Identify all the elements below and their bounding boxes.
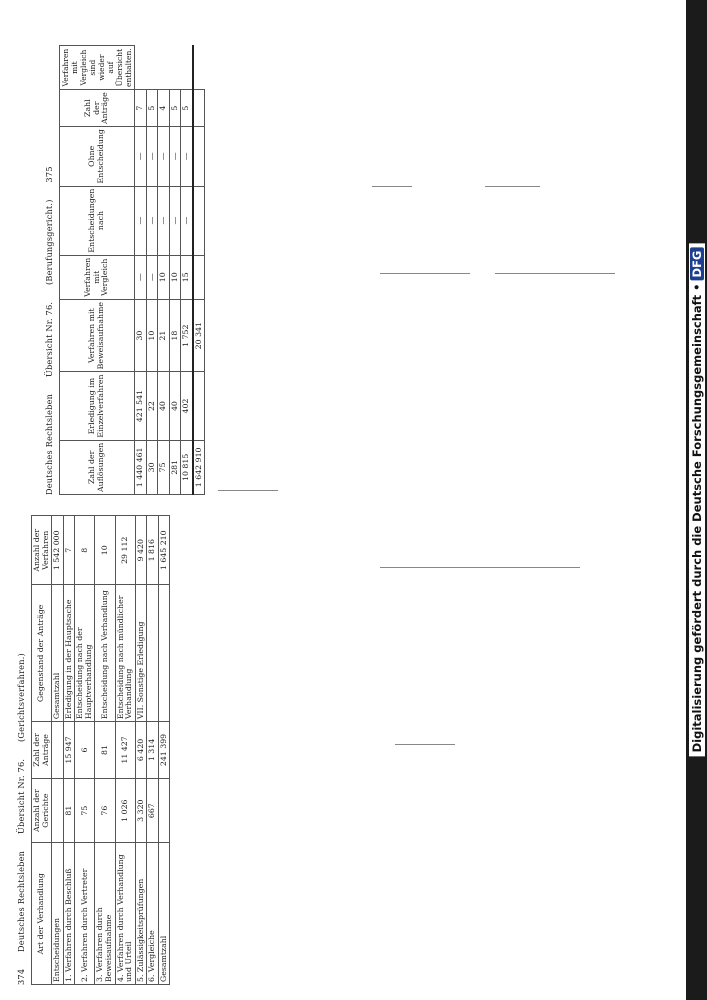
table-cell: 10 [146,299,158,372]
table-cell: 6 [75,722,95,779]
scan-rule [485,186,540,187]
table-cell: 1 752 [181,299,193,372]
watermark-text [689,244,705,757]
table-cell: 75 [158,440,170,494]
table-row [193,46,205,495]
table-note: Verfahren mit Vergleich sind wieder auf Übersicht enthalten. [61,48,133,87]
table-row [95,516,115,985]
table-cell: Entscheidung nach der Hauptverhandlung [75,585,95,722]
table-cell: — [169,186,181,255]
table-cell [193,90,205,127]
table-cell: 667 [147,778,159,843]
row-label: 3. Verfahren durch Beweisaufnahme [95,843,115,985]
table-cell: 402 [181,372,193,440]
table-cell: 18 [169,299,181,372]
table-cell: — [135,255,147,299]
table-cell: 1 642 910 [193,440,205,494]
table-cell: 10 815 [181,440,193,494]
table-cell [158,585,170,722]
table-cell: 1 440 461 [135,440,147,494]
row-label: 5. Zulässigkeitsprüfungen [135,843,147,985]
table-cell: — [146,127,158,186]
table-cell: 421 541 [135,372,147,440]
table-cell: 4 [158,90,170,127]
table-row [75,516,95,985]
table-cell: 29 112 [115,516,135,586]
table-cell: Entscheidung nach Verhandlung [95,585,115,722]
table-cell: 10 [158,255,170,299]
column-header: Zahl der Anträge [32,722,52,779]
table-cell: 5 [146,90,158,127]
column-header: Verfahren mit Beweisaufnahme [60,299,135,372]
scan-rule [395,744,455,745]
column-header: Erledigung im Einzelverfahren [60,372,135,440]
note-cell [60,46,135,90]
column-header: Verfahren mit Vergleich [60,255,135,299]
header-middle: Übersicht Nr. 76. [44,301,54,378]
table-cell: 11 427 [115,722,135,779]
table-cell: — [181,127,193,186]
table-cell: — [146,186,158,255]
scan-rule [372,186,412,187]
row-label: Gesamtzahl [158,843,170,985]
page-number: 375 [44,166,54,183]
column-header: Art der Verhandlung [32,843,52,985]
table-row [169,46,181,495]
table-cell: — [169,127,181,186]
table-row [158,46,170,495]
table-cell: 1 816 [147,516,159,586]
table-cell [193,255,205,299]
table-cell: 76 [95,778,115,843]
table-cell: 20 341 [193,299,205,372]
table-cell: 7 [63,516,75,586]
table-cell: 75 [75,778,95,843]
table-cell: — [158,186,170,255]
table-row [147,516,159,985]
table-cell: 21 [158,299,170,372]
dfg-watermark [686,0,707,1000]
column-header: Entscheidungen nach [60,186,135,255]
scan-rule [495,273,615,274]
table-cell [193,372,205,440]
table-cell: 1 542 000 [52,516,64,586]
table-row [63,516,75,985]
table-cell: — [135,186,147,255]
table-cell: — [158,127,170,186]
table-cell [158,778,170,843]
page-number: 374 [16,968,26,985]
table-cell: Erledigung in der Hauptsache [63,585,75,722]
table-cell: 5 [169,90,181,127]
table-cell: 1 645 210 [158,516,170,586]
column-header: Anzahl der Verfahren [32,516,52,586]
table-cell: 10 [169,255,181,299]
column-header: Zahl der Auflösungen [60,440,135,494]
table-cell [52,722,64,779]
table-cell: 22 [146,372,158,440]
header-left: Deutsches Rechtsleben [44,393,54,495]
table-cell: 3 320 [135,778,147,843]
table-row [52,516,64,985]
table-cell: 1 026 [115,778,135,843]
table-cell: 81 [95,722,115,779]
table-cell: 6 420 [135,722,147,779]
table-header-row [32,516,52,985]
header-left: Deutsches Rechtsleben [16,850,26,952]
table-cell: 7 [135,90,147,127]
scan-rule [218,490,278,491]
table-row [135,516,147,985]
dfg-logo-badge: DFG [690,248,704,281]
page-right-header [44,45,54,495]
table-cell: 1 314 [147,722,159,779]
table-cell: — [135,127,147,186]
table-cell [52,778,64,843]
table-cell: 281 [169,440,181,494]
table-cell: 40 [169,372,181,440]
row-label: 6. Vergleiche [147,843,159,985]
table-cell: 10 [95,516,115,586]
table-cell: 40 [158,372,170,440]
table-row [181,46,193,495]
row-label: 1. Verfahren durch Beschluß [63,843,75,985]
table-cell: 30 [146,440,158,494]
table-cell: — [181,186,193,255]
row-label: Entscheidungen [52,843,64,985]
table-page-left [16,515,686,985]
scan-rule [380,273,470,274]
table-row [135,46,147,495]
table-cell: 9 420 [135,516,147,586]
row-label: 4. Verfahren durch Verhandlung und Urteil [115,843,135,985]
scan-rule [380,567,580,568]
table-cell: 15 947 [63,722,75,779]
table-cell: 8 [75,516,95,586]
column-header: Anzahl der Gerichte [32,778,52,843]
table-header-row [60,46,135,495]
row-label: 2. Verfahren durch Vertreter [75,843,95,985]
table-cell [147,585,159,722]
table-cell: Entscheidung nach mündlicher Verhandlung [115,585,135,722]
header-middle: Übersicht Nr. 76. [16,758,26,835]
table-row [158,516,170,985]
header-right: (Berufungsgericht.) [44,199,54,286]
column-header: Zahl der Anträge [60,90,135,127]
table-cell: VII. Sonstige Erledigung [135,585,147,722]
table-page-right [44,45,684,495]
table-cell: 15 [181,255,193,299]
stat-table-right [59,45,205,495]
table-row [115,516,135,985]
table-cell: 5 [181,90,193,127]
page-left-header [16,515,26,985]
header-right: (Gerichtsverfahren.) [16,653,26,742]
table-cell: Gesamtzahl [52,585,64,722]
table-cell: 241 399 [158,722,170,779]
table-cell: 81 [63,778,75,843]
column-header: Gegenstand der Anträge [32,585,52,722]
column-header: Ohne Entscheidung [60,127,135,186]
table-cell [193,186,205,255]
table-cell: — [146,255,158,299]
watermark-label: Digitalisierung gefördert durch die Deutsche Forschungsgemeinschaft • [689,283,704,753]
table-cell: 30 [135,299,147,372]
stat-table-left [31,515,170,985]
table-cell [193,127,205,186]
table-row [146,46,158,495]
